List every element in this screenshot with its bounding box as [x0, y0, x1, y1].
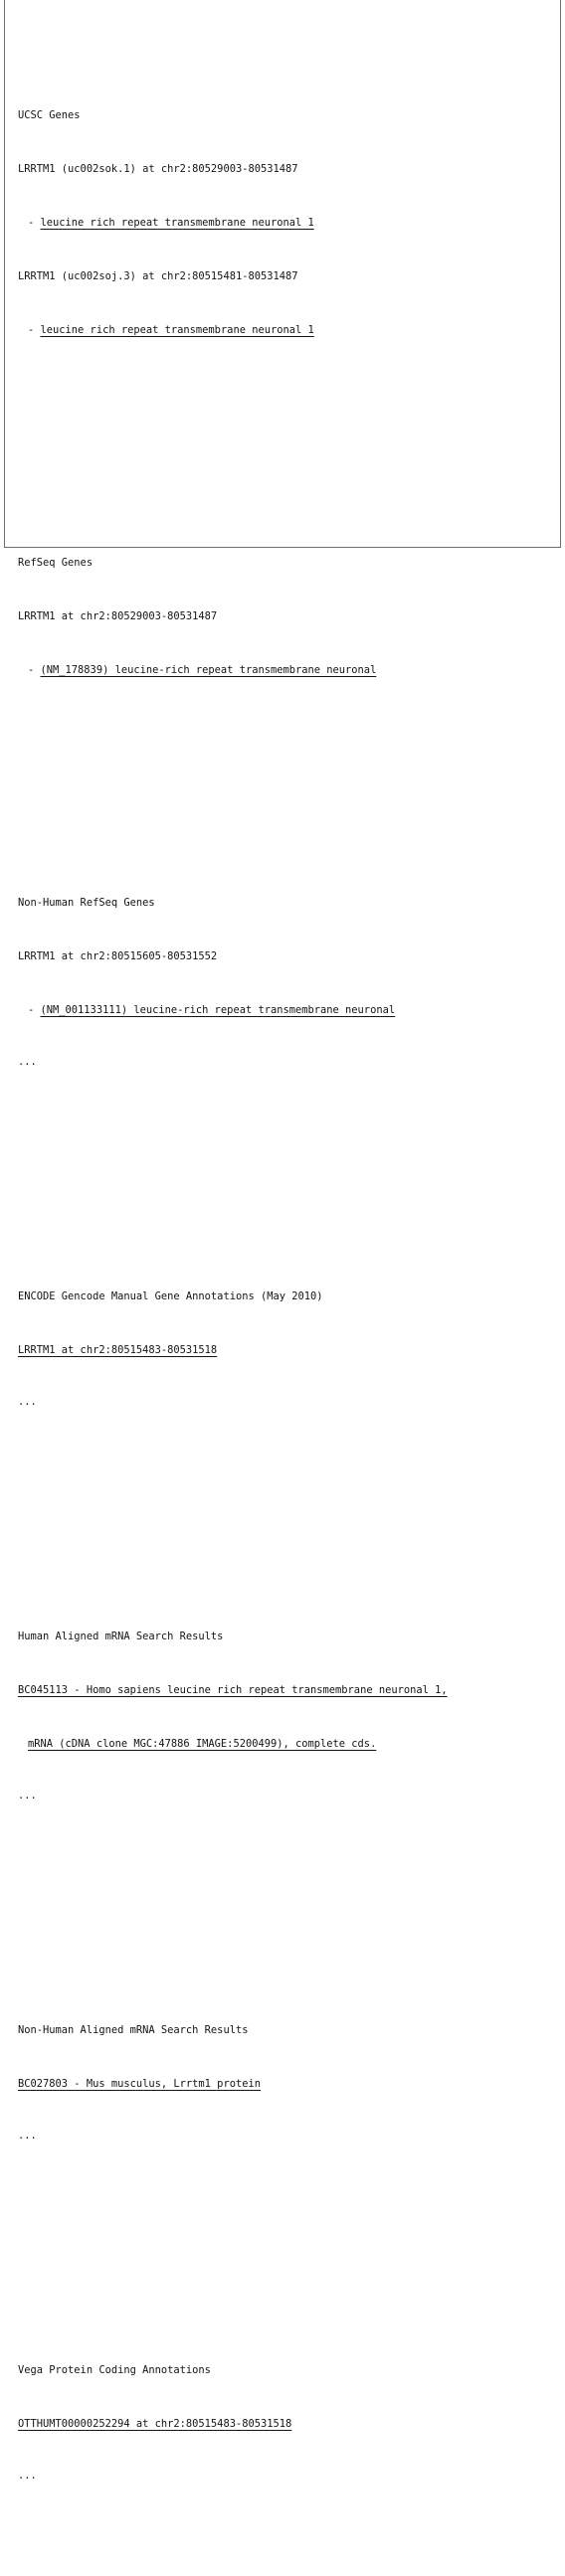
gene-description-link[interactable]: leucine rich repeat transmembrane neuronal 1	[40, 324, 314, 336]
section-ucsc-genes	[18, 71, 555, 375]
result-row	[18, 2415, 555, 2433]
gene-description-row	[18, 321, 555, 339]
gene-locus: LRRTM1 at chr2:80529003-80531487	[18, 610, 218, 622]
result-row	[18, 1681, 555, 1699]
section-vega-protein	[18, 2325, 555, 2522]
gene-description-row	[18, 1001, 555, 1019]
gene-description-link[interactable]: leucine rich repeat transmembrane neuronal 1	[40, 217, 314, 229]
dash-bullet: -	[28, 324, 41, 336]
dash-bullet: -	[28, 1004, 41, 1016]
section-gap	[18, 2236, 555, 2254]
section-gap	[18, 769, 555, 786]
section-human-mrna	[18, 1592, 555, 1842]
section-heading: Vega Protein Coding Annotations	[18, 2364, 211, 2376]
section-gap	[18, 429, 555, 446]
more-results-ellipsis[interactable]: ...	[18, 2470, 37, 2482]
section-gap	[18, 1896, 555, 1914]
results-content	[18, 0, 555, 2576]
result-link[interactable]: OTTHUMT00000252294 at chr2:80515483-80531518	[18, 2418, 292, 2430]
more-results-ellipsis[interactable]: ...	[18, 1056, 37, 1068]
result-row	[18, 2075, 555, 2093]
gene-locus: LRRTM1 (uc002sok.1) at chr2:80529003-80531487	[18, 163, 298, 175]
result-row	[18, 1341, 555, 1359]
result-link-continued[interactable]: mRNA (cDNA clone MGC:47886 IMAGE:5200499), complete cds.	[28, 1738, 377, 1750]
section-nonhuman-mrna	[18, 1985, 555, 2182]
section-heading: Non-Human RefSeq Genes	[18, 897, 155, 909]
result-link[interactable]: LRRTM1 at chr2:80515483-80531518	[18, 1344, 218, 1356]
section-heading: ENCODE Gencode Manual Gene Annotations (May 2010)	[18, 1290, 323, 1302]
gene-locus: LRRTM1 at chr2:80515605-80531552	[18, 950, 218, 962]
more-results-ellipsis[interactable]: ...	[18, 1396, 37, 1408]
dash-bullet: -	[28, 664, 41, 676]
section-refseq-genes	[18, 518, 555, 715]
gene-description-link[interactable]: (NM_001133111) leucine-rich repeat transmembrane neuronal	[40, 1004, 396, 1016]
more-results-ellipsis[interactable]: ...	[18, 1790, 37, 1802]
section-heading: UCSC Genes	[18, 109, 81, 121]
gene-description-row	[18, 661, 555, 679]
section-nonhuman-refseq-genes	[18, 858, 555, 1109]
results-panel	[4, 0, 561, 2482]
gene-locus: LRRTM1 (uc002soj.3) at chr2:80515481-80531487	[18, 270, 298, 282]
section-gap	[18, 1162, 555, 1180]
result-link[interactable]: BC027803 - Mus musculus, Lrrtm1 protein	[18, 2078, 261, 2090]
result-link[interactable]: BC045113 - Homo sapiens leucine rich repeat transmembrane neuronal 1,	[18, 1684, 448, 1696]
section-heading: Human Aligned mRNA Search Results	[18, 1631, 224, 1642]
gene-description-link[interactable]: (NM_178839) leucine-rich repeat transmembrane neuronal	[40, 664, 377, 676]
more-results-ellipsis[interactable]: ...	[18, 2130, 37, 2142]
section-heading: RefSeq Genes	[18, 557, 94, 569]
section-encode-gencode	[18, 1252, 555, 1449]
section-gap	[18, 1502, 555, 1520]
dash-bullet: -	[28, 217, 41, 229]
result-row-continued	[18, 1735, 555, 1753]
gene-description-row	[18, 214, 555, 232]
section-heading: Non-Human Aligned mRNA Search Results	[18, 2024, 249, 2036]
